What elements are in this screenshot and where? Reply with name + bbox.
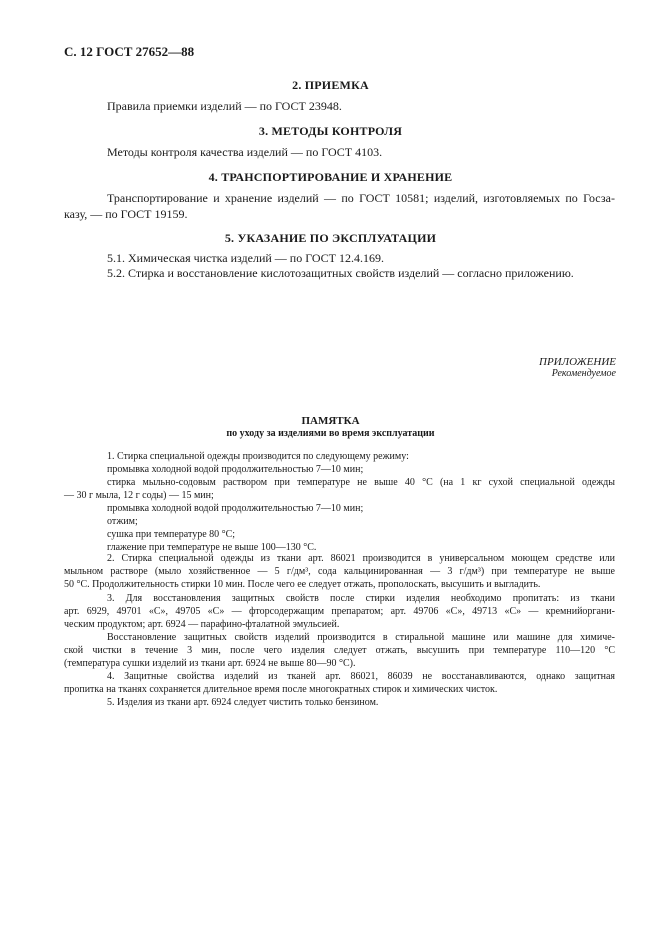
- memo-line: сушка при температуре 80 °С;: [107, 529, 236, 540]
- memo-line: ческим продуктом; арт. 6924 — парафино-фталатной эмульсией.: [64, 619, 340, 630]
- memo-line: стирка мыльно-содовым раствором при температуре не выше 40 °С (на 1 кг сухой специальной одежды: [107, 477, 615, 488]
- memo-line: арт. 6929, 49701 «С», 49705 «С» — фторсодержащим препаратом; арт. 49706 «С», 49713 «С» — кремнийоргани-: [64, 606, 615, 617]
- memo-line: Восстановление защитных свойств изделий производится в стиральной машине или машине для химиче-: [107, 632, 615, 643]
- section-text-transport-line-1: Транспортирование и хранение изделий — по ГОСТ 10581; изделий, изготовляемых по Госза-: [107, 191, 615, 205]
- memo-line: 3. Для восстановления защитных свойств после стирки изделия необходимо пропитать: из ткани: [107, 593, 615, 604]
- memo-line: — 30 г мыла, 12 г соды) — 15 мин;: [64, 490, 214, 501]
- section-title-transport: 4. ТРАНСПОРТИРОВАНИЕ И ХРАНЕНИЕ: [208, 170, 453, 184]
- memo-line: 50 °С. Продолжительность стирки 10 мин. После чего ее следует отжать, прополоскать, высушить и выгладить.: [64, 579, 541, 590]
- memo-line: (температура сушки изделий из ткани арт. 6924 не выше 80—90 °С).: [64, 658, 356, 669]
- memo-line: 4. Защитные свойства изделий из тканей арт. 86021, 86039 не восстанавливаются, однако защитная: [107, 671, 615, 682]
- section-title-control-methods: 3. МЕТОДЫ КОНТРОЛЯ: [258, 124, 403, 138]
- memo-subtitle: по уходу за изделиями во время эксплуатации: [226, 428, 435, 439]
- section-text-transport-line-2: казу, — по ГОСТ 19159.: [64, 207, 188, 221]
- memo-line: 1. Стирка специальной одежды производится по следующему режиму:: [107, 451, 409, 462]
- appendix-sublabel: Рекомендуемое: [551, 368, 616, 379]
- memo-line: глажение при температуре не выше 100—130 °С.: [107, 542, 317, 553]
- section-text-acceptance: Правила приемки изделий — по ГОСТ 23948.: [107, 99, 342, 113]
- memo-line: промывка холодной водой продолжительностью 7—10 мин;: [107, 503, 364, 514]
- memo-line: пропитка на тканях сохраняется длительное время после многократных стирок и химических чисток.: [64, 684, 498, 695]
- section-title-acceptance: 2. ПРИЕМКА: [292, 78, 369, 92]
- memo-line: мыльном растворе (мыло хозяйственное — 5 г/дм³, сода кальцинированная — 3 г/дм³) при температуре не выше: [64, 566, 615, 577]
- section-text-operation-5-1: 5.1. Химическая чистка изделий — по ГОСТ 12.4.169.: [107, 251, 385, 265]
- memo-title: ПАМЯТКА: [301, 415, 360, 427]
- appendix-label: ПРИЛОЖЕНИЕ: [539, 356, 616, 368]
- memo-line: промывка холодной водой продолжительностью 7—10 мин;: [107, 464, 364, 475]
- page-header: С. 12 ГОСТ 27652—88: [64, 44, 195, 59]
- section-text-control-methods: Методы контроля качества изделий — по ГОСТ 4103.: [107, 145, 383, 159]
- memo-line: 5. Изделия из ткани арт. 6924 следует чистить только бензином.: [107, 697, 379, 708]
- section-text-operation-5-2: 5.2. Стирка и восстановление кислотозащитных свойств изделий — согласно приложению.: [107, 266, 574, 280]
- memo-line: 2. Стирка специальной одежды из ткани арт. 86021 производится в универсальном моющем средстве или: [107, 553, 615, 564]
- section-title-operation: 5. УКАЗАНИЕ ПО ЭКСПЛУАТАЦИИ: [224, 231, 437, 245]
- memo-line: отжим;: [107, 516, 138, 527]
- memo-line: ской чистки в течение 3 мин, после чего изделия следует отжать, высушить при температуре 110—120 °С: [64, 645, 615, 656]
